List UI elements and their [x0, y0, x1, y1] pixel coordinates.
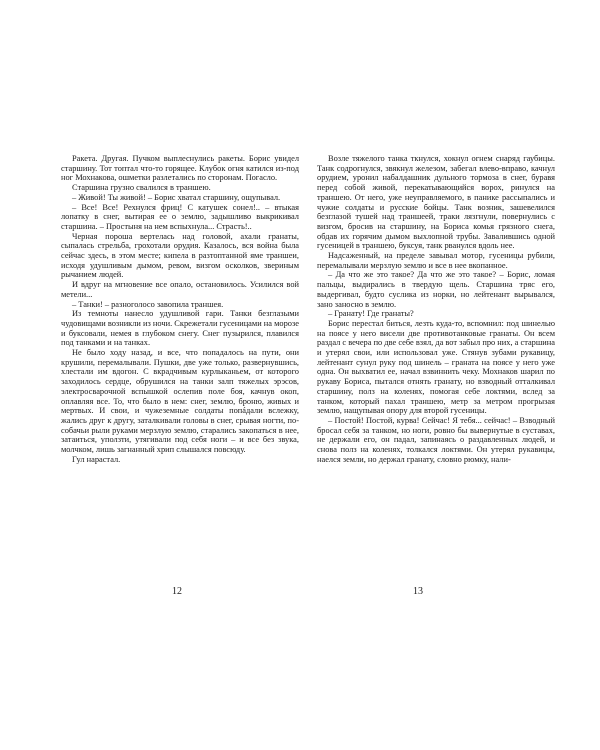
paragraph: Борис перестал биться, лезть куда-то, вспомнил: под шинелью на поясе у него висели две противотанковые гранаты. Он всем раздал с вечера по две себе взял, да вот забыл про них, а старшина и утерял свои, или использовал уже. Стянув зубами рукавицу, лейтенант сунул руку под шинель – граната на поясе у него уже одна. Он выхватил ее, начал взвиннить чеку. Мохнаков шарил по рукаву Бориса, пытался отнять гранату, но взводный отталкивал старшину, полз на коленях, помогая себе локтями, вслед за танком, который пахал траншею, метр за метром прогрызая землю, нащупывая опору для второй гусеницы.	[317, 318, 555, 416]
paragraph: – Постой! Постой, курва! Сейчас! Я тебя... сейчас! – Взводный бросал себя за танком, но ноги, ровно бы вывернутые в суставах, не держали его, он падал, запинаясь о раздавленных людей, и снова полз на коленях, толкался локтями. Он утерял рукавицы, наелся земли, но держал гранату, словно рюмку, нали-	[317, 415, 555, 464]
paragraph: Черная пороша вертелась над головой, ахали гранаты, сыпалась стрельба, грохотали орудия. Казалось, вся война была сейчас здесь, в этом месте; кипела в разтоптанной яме траншеи, исходя удушливым дымом, ревом, визгом осколков, звериным рычанием людей.	[61, 231, 299, 280]
paragraph: Из темноты нанесло удушливой гари. Танки безглазыми чудовищами возникли из ночи. Скрежетали гусеницами на морозе и буксовали, немея в глубоком снегу. Снег пузырился, плавился под танками и на танках.	[61, 309, 299, 348]
left-page-text	[61, 154, 299, 465]
paragraph: – Да что же это такое? Да что же это такое? – Борис, ломая пальцы, выдирались в твердую щель. Старшина тряс его, выдергивал, будто суслика из норки, но лейтенант вырывался, зано заносно в землю.	[317, 270, 555, 309]
paragraph: Ракета. Другая. Пучком выплеснулись ракеты. Борис увидел старшину. Тот топтал что-то горящее. Клубок огня катился из-под ног Мохнакова, ошметки разлетались по сторонам. Погасло.	[61, 154, 299, 183]
paragraph: – Гранату! Где гранаты?	[328, 309, 414, 319]
paragraph: – Танки! – разноголосо завопила траншея.	[72, 299, 224, 309]
paragraph: Гул нарастал.	[72, 454, 121, 464]
paragraph: Надсаженный, на пределе завывал мотор, гусеницы рубили, перемалывали мерзлую землю и все в нее вкопанное.	[317, 251, 555, 270]
paragraph: Не было ходу назад, и все, что попадалось на пути, они крушили, перемалывали. Пушки, две уже только, развернувшись, хлестали им вдогон. С вкрадчивым курлыканьем, от которого заходилось сердце, обрушился на танки залп тяжелых эрэсов, электросварочной вспышкой ослепив поле боя, качнув окоп, оплавляя все. То, что было в нем: снег, землю, броню, живых и мертвых. И свои, и чужеземные солдаты попáдали вслежку, жались друг к другу, заталкивали головы в снег, срывая ногти, по-собачьи рыли руками мерзлую землю, старались закопаться в нее, затаиться, уползти, утягивали под себя ноги – и все без звука, молчком, лишь загнанный хрип слышался повсюду.	[61, 348, 299, 455]
right-page	[317, 154, 555, 674]
paragraph: Возле тяжелого танка ткнулся, хокнул огнем снаряд гаубицы. Танк содрогнулся, звякнул железом, забегал влево-вправо, качнул орудием, уронил набалдашник дульного тормоза в снег, буравя перед собой живой, перекатывающийся ворох, ринулся на траншею. От него, уже неуправляемого, в панике рассыпались и чужие солдаты и русские бойцы. Танк возник, зашевелился безглазой тушей над траншеей, траки лязгнули, повернулись с визгом, бросив на старшину, на Бориса комья грязного снега, обдав их горячим дымом выхлопной трубы. Завалившись одной гусеницей в траншею, буксуя, танк рванулся вдоль нее.	[317, 154, 555, 251]
paragraph: И вдруг на мгновение все опало, остановилось. Усилился вой метели...	[61, 280, 299, 299]
right-page-text	[317, 154, 555, 465]
paragraph: – Живой! Ты живой! – Борис хватал старшину, ощупывал.	[72, 192, 281, 202]
page-number-right: 13	[413, 586, 423, 597]
paragraph: Старшина грузно свалился в траншею.	[72, 183, 211, 193]
page-number-left: 12	[172, 586, 182, 597]
paragraph: – Все! Все! Рехнулся фриц! С катушек сонел!.. – втыкая лопатку в снег, вытирая ее о землю, задышливо выкрикивал старшина. – Простыня на нем вспыхнула... Страсть!..	[61, 202, 299, 231]
